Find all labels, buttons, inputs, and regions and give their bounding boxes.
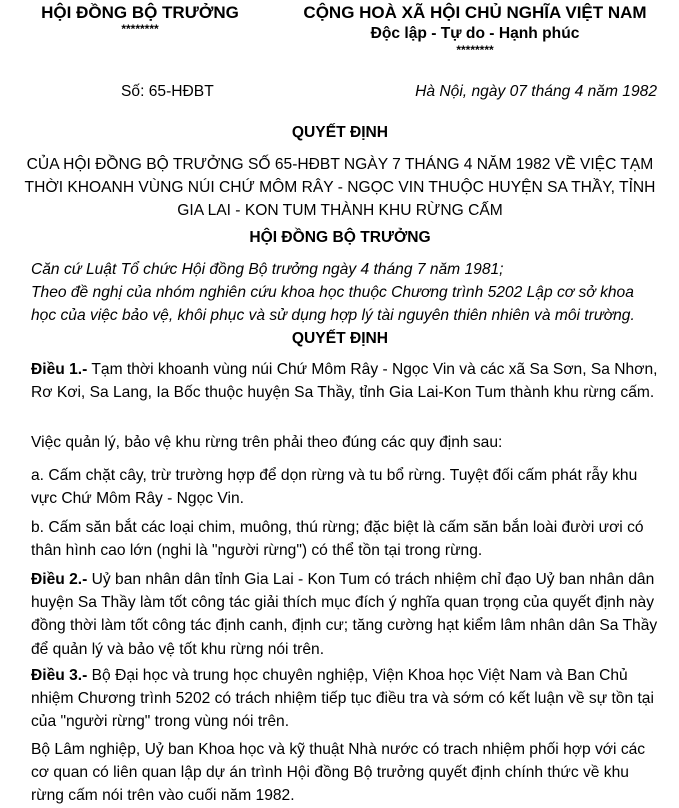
article-3	[31, 664, 663, 734]
document-subtitle: CỦA HỘI ĐỒNG BỘ TRƯỞNG SỐ 65-HĐBT NGÀY 7 THÁNG 4 NĂM 1982 VỀ VIỆC TẠM THỜI KHOANH VÙNG NÚI CHỨ MÔM RÂY - NGỌC VIN THUỘC HUYỆN SA THẦY, TỈNH GIA LAI - KON TUM THÀNH KHU RỪNG CẤM	[24, 156, 656, 219]
document-type-title: QUYẾT ĐỊNH	[291, 124, 389, 141]
issuer-heading: HỘI ĐỒNG BỘ TRƯỞNG	[249, 229, 431, 246]
issue-date: Hà Nội, ngày 07 tháng 4 năm 1982	[415, 83, 657, 100]
article-1-item-a: a. Cấm chặt cây, trừ trường hợp để dọn rừng và tu bổ rừng. Tuyệt đối cấm phát rẫy khu vực Chứ Môm Rây - Ngọc Vin.	[31, 467, 638, 508]
article-2-label: Điều 2.-	[31, 571, 88, 588]
legal-basis-1: Căn cứ Luật Tổ chức Hội đồng Bộ trưởng ngày 4 tháng 7 năm 1981;	[31, 261, 504, 278]
national-motto: Độc lập - Tự do - Hạnh phúc	[370, 25, 580, 42]
article-1-item-b: b. Cấm săn bắt các loại chim, muông, thú rừng; đặc biệt là cấm săn bắn loài đười ươi có thân hình cao lớn (nghi là "người rừng") có thể tồn tại trong rừng.	[31, 519, 644, 560]
country-title: CỘNG HOÀ XÃ HỘI CHỦ NGHĨA VIỆT NAM	[303, 3, 647, 22]
reference-number: Số: 65-HĐBT	[121, 83, 214, 100]
issuing-authority-header	[30, 2, 250, 35]
article-2	[31, 568, 663, 661]
article-1-intro: Việc quản lý, bảo vệ khu rừng trên phải theo đúng các quy định sau:	[31, 434, 503, 451]
article-1	[31, 358, 663, 404]
article-3-label: Điều 3.-	[31, 667, 88, 684]
issuing-authority-stars: ********	[121, 22, 159, 36]
motto-stars: ********	[456, 43, 494, 57]
decision-heading: QUYẾT ĐỊNH	[291, 330, 389, 347]
article-1-text: Tạm thời khoanh vùng núi Chứ Môm Rây - Ngọc Vin và các xã Sa Sơn, Sa Nhơn, Rơ Kơi, Sa Lang, Ia Bốc thuộc huyện Sa Thầy, tỉnh Gia Lai-Kon Tum thành khu rừng cấm.	[31, 361, 658, 402]
article-3-additional: Bộ Lâm nghiệp, Uỷ ban Khoa học và kỹ thuật Nhà nước có trach nhiệm phối hợp với các cơ quan có liên quan lập dự án trình Hội đồng Bộ trưởng quyết định chính thức về khu rừng cấm nói trên vào cuối năm 1982.	[31, 741, 646, 805]
article-2-text: Uỷ ban nhân dân tỉnh Gia Lai - Kon Tum có trách nhiệm chỉ đạo Uỷ ban nhân dân huyện Sa Thầy làm tốt công tác giải thích mục đích ý nghĩa quan trọng của quyết định này đồng thời làm tốt công tác định canh, định cư; tăng cường hạt kiểm lâm nhân dân Sa Thầy để quản lý và bảo vệ tốt khu rừng nói trên.	[31, 571, 658, 658]
legal-basis-2: Theo đề nghị của nhóm nghiên cứu khoa học thuộc Chương trình 5202 Lập cơ sở khoa học của việc bảo vệ, khôi phục và sử dụng hợp lý tài nguyên thiên nhiên và môi trường.	[31, 284, 635, 324]
legal-bases	[31, 258, 661, 327]
national-motto-header	[290, 2, 660, 56]
issuing-authority-name: HỘI ĐỒNG BỘ TRƯỞNG	[41, 3, 239, 22]
article-3-text: Bộ Đại học và trung học chuyên nghiệp, Viện Khoa học Việt Nam và Ban Chủ nhiệm Chương trình 5202 có trách nhiệm tiếp tục điều tra và sớm có kết luận về sự tồn tại của "người rừng" trong vùng nói trên.	[31, 667, 654, 731]
article-1-label: Điều 1.-	[31, 361, 88, 378]
